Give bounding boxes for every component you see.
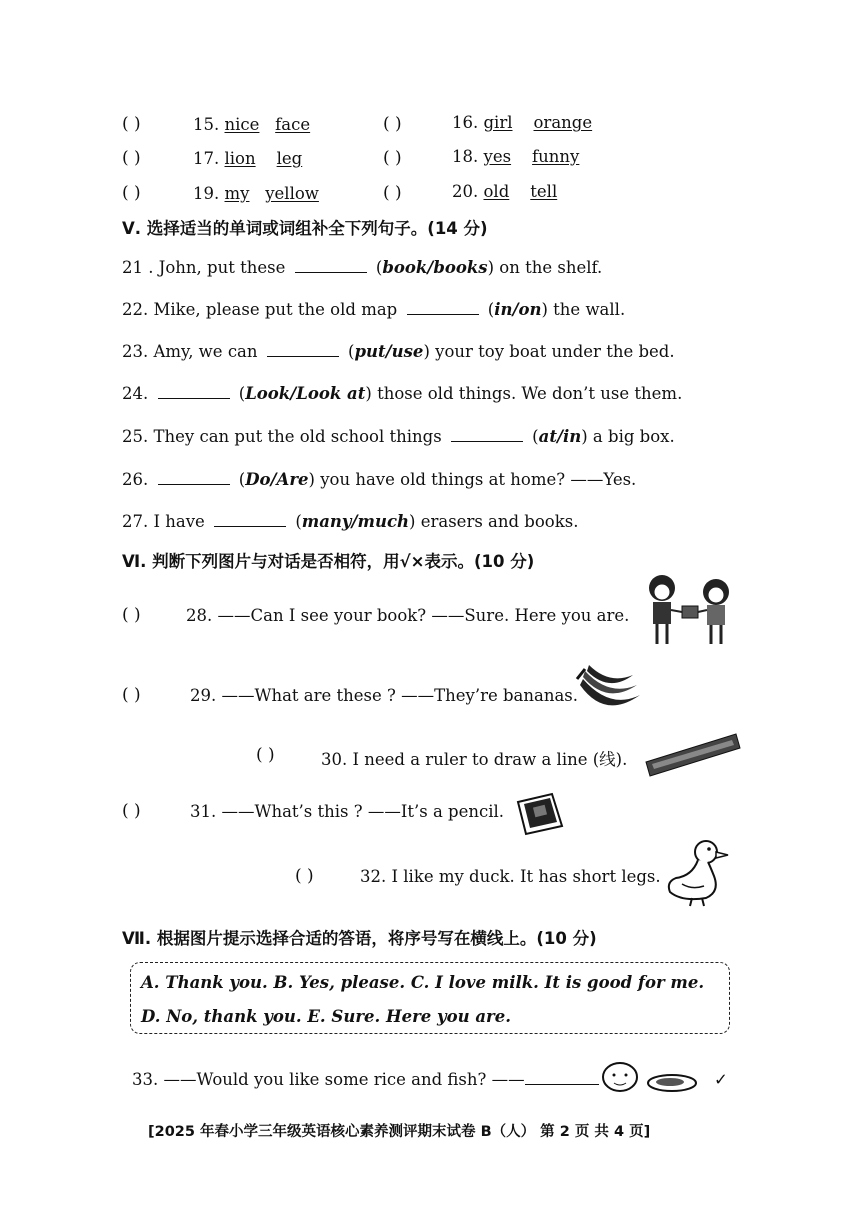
sentence-end: you have old things at home? ——Yes. (320, 470, 637, 489)
word-choice: many/much (301, 512, 410, 531)
word: leg (276, 149, 303, 168)
item-number: 21 . (122, 258, 154, 277)
answer-paren[interactable]: ( ) (295, 866, 314, 886)
word: yes (483, 147, 512, 166)
options-row-1: A. Thank you. B. Yes, please. C. I love milk. It is good for me. (141, 973, 705, 992)
word: girl (483, 113, 513, 132)
answer-blank[interactable] (267, 355, 339, 357)
answer-paren[interactable]: ( ) (122, 114, 141, 134)
check-mark: ✓ (714, 1070, 728, 1089)
item-number: 33. (132, 1070, 159, 1089)
word-choice: at/in (538, 427, 582, 446)
judge-item-30 (321, 746, 627, 770)
word: yellow (265, 184, 319, 203)
dialogue-text: I like my duck. It has short legs. (391, 867, 661, 886)
answer-blank[interactable] (158, 483, 230, 485)
phonics-item (452, 182, 557, 201)
sentence-end: your toy boat under the bed. (435, 342, 675, 361)
rice-and-fish-icon (598, 1055, 708, 1095)
word-choice: put/use (354, 342, 424, 361)
judge-item-28 (186, 606, 629, 625)
answer-blank[interactable] (525, 1083, 599, 1085)
item-number: 20. (452, 182, 479, 201)
item-number: 30. (321, 750, 348, 769)
fill-item-23: 23. Amy, we can (put/use) your toy boat under the bed. (122, 342, 675, 361)
sentence-start: Mike, please put the old map (153, 300, 398, 319)
sentence-end: those old things. We don’t use them. (377, 384, 683, 403)
fill-item-26: 26. (Do/Are) you have old things at home? ——Yes. (122, 470, 637, 489)
sentence-start: Amy, we can (153, 342, 258, 361)
answer-paren[interactable]: ( ) (122, 605, 141, 625)
word: funny (532, 147, 580, 166)
sentence-end: on the shelf. (499, 258, 603, 277)
item-number: 22. (122, 300, 149, 319)
item-number: 15. (193, 115, 220, 134)
options-box (130, 962, 730, 1034)
word: lion (224, 149, 256, 168)
dialogue-item-33 (132, 1070, 608, 1089)
sentence-start: I have (153, 512, 205, 531)
fill-item-27: 27. I have (many/much) erasers and books. (122, 512, 579, 531)
answer-paren[interactable]: ( ) (122, 148, 141, 168)
phonics-item (193, 184, 319, 203)
sentence-start: They can put the old school things (153, 427, 442, 446)
phonics-item (452, 147, 579, 166)
kids-sharing-book-icon (640, 572, 740, 652)
word-choice: Do/Are (245, 470, 309, 489)
sentence-end: the wall. (553, 300, 626, 319)
fill-item-22: 22. Mike, please put the old map (in/on) the wall. (122, 300, 626, 319)
item-number: 31. (190, 802, 217, 821)
fill-item-21: 21 . John, put these (book/books) on the shelf. (122, 258, 603, 277)
pencil-box-icon (512, 790, 567, 840)
fill-item-24: 24. (Look/Look at) those old things. We don’t use them. (122, 384, 683, 403)
word-choice: Look/Look at (245, 384, 366, 403)
word: old (483, 182, 510, 201)
answer-blank[interactable] (451, 440, 523, 442)
answer-paren[interactable]: ( ) (256, 745, 275, 765)
answer-blank[interactable] (158, 397, 230, 399)
item-number: 24. (122, 384, 149, 403)
item-number: 25. (122, 427, 149, 446)
item-number: 17. (193, 149, 220, 168)
page-footer: [2025 年春小学三年级英语核心素养测评期末试卷 B（人） 第 2 页 共 4 页] (148, 1124, 651, 1140)
dialogue-text: ——What’s this ? ——It’s a pencil. (221, 802, 505, 821)
sentence-end: a big box. (592, 427, 675, 446)
answer-paren[interactable]: ( ) (122, 183, 141, 203)
item-number: 19. (193, 184, 220, 203)
word: nice (224, 115, 260, 134)
word: tell (530, 182, 558, 201)
bananas-icon (575, 665, 645, 720)
dialogue-text: ——What are these ? ——They’re bananas. (221, 686, 579, 705)
answer-blank[interactable] (214, 525, 286, 527)
phonics-item (452, 113, 592, 132)
duck-icon (662, 836, 732, 912)
word-choice: book/books (382, 258, 488, 277)
phonics-item (193, 149, 302, 168)
item-number: 18. (452, 147, 479, 166)
judge-item-29 (190, 686, 578, 705)
ruler-icon (642, 728, 742, 778)
sentence-end: erasers and books. (420, 512, 579, 531)
answer-paren[interactable]: ( ) (122, 685, 141, 705)
word: my (224, 184, 250, 203)
sentence-start: John, put these (158, 258, 286, 277)
word: face (275, 115, 311, 134)
item-number: 23. (122, 342, 149, 361)
section-5-title: Ⅴ. 选择适当的单词或词组补全下列句子。(14 分) (122, 219, 488, 238)
item-number: 32. (360, 867, 387, 886)
item-number: 29. (190, 686, 217, 705)
options-row-2: D. No, thank you. E. Sure. Here you are. (141, 1007, 511, 1026)
dialogue-text: ——Can I see your book? ——Sure. Here you are. (217, 606, 630, 625)
answer-paren[interactable]: ( ) (383, 114, 402, 134)
item-number: 16. (452, 113, 479, 132)
dialogue-text: ——Would you like some rice and fish? —— (163, 1070, 525, 1089)
judge-item-32 (360, 867, 661, 886)
answer-blank[interactable] (295, 271, 367, 273)
answer-paren[interactable]: ( ) (383, 183, 402, 203)
item-number: 27. (122, 512, 149, 531)
judge-item-31 (190, 802, 504, 821)
answer-blank[interactable] (407, 313, 479, 315)
item-number: 28. (186, 606, 213, 625)
dialogue-text: I need a ruler to draw a line (线). (352, 750, 628, 769)
phonics-item (193, 115, 310, 134)
word: orange (533, 113, 593, 132)
section-7-title: Ⅶ. 根据图片提示选择合适的答语，将序号写在横线上。(10 分) (122, 929, 597, 948)
word-choice: in/on (494, 300, 542, 319)
section-6-title: Ⅵ. 判断下列图片与对话是否相符，用√×表示。(10 分) (122, 552, 535, 571)
item-number: 26. (122, 470, 149, 489)
fill-item-25: 25. They can put the old school things (at/in) a big box. (122, 427, 675, 446)
answer-paren[interactable]: ( ) (383, 148, 402, 168)
answer-paren[interactable]: ( ) (122, 801, 141, 821)
